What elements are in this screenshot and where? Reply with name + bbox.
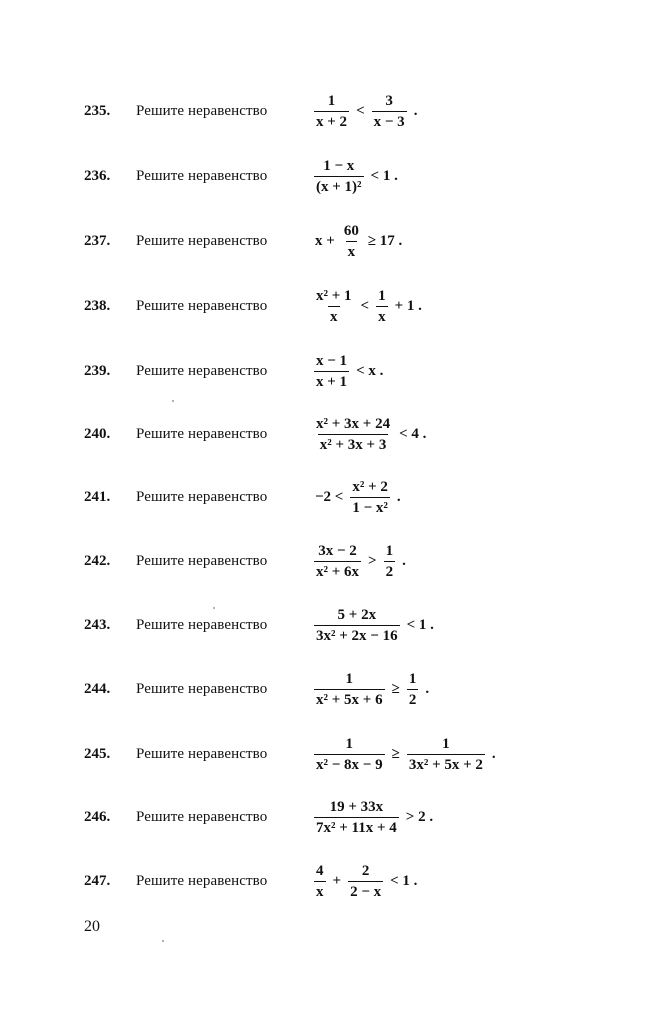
problem-item: [84, 478, 405, 517]
fraction: [372, 92, 407, 131]
math-expression: [311, 352, 387, 391]
fraction: [314, 606, 400, 645]
problem-number: 235.: [84, 103, 111, 119]
math-operator: < x .: [356, 363, 384, 379]
numerator: x − 1: [316, 353, 348, 369]
numerator: x² + 1: [316, 288, 352, 304]
math-expression: [311, 222, 406, 261]
problem-text: Решите неравенство: [136, 426, 268, 442]
numerator: x² + 2: [352, 479, 388, 495]
numerator: 1 − x: [323, 158, 355, 174]
denominator: x² + 5x + 6: [314, 689, 385, 709]
problem-item: [84, 287, 426, 326]
problem-text: Решите неравенство: [136, 489, 268, 505]
fraction: [314, 798, 399, 837]
problem-item: [84, 735, 500, 774]
math-operator: .: [491, 746, 496, 762]
problem-text: Решите неравенство: [136, 617, 268, 633]
denominator: 1 − x²: [350, 497, 390, 517]
fraction: [314, 735, 385, 774]
fraction: [314, 670, 385, 709]
denominator: 7x² + 11x + 4: [314, 817, 399, 837]
fraction: [350, 478, 390, 517]
scan-speck: [162, 940, 164, 942]
fraction: [348, 862, 383, 901]
denominator: 2: [384, 561, 396, 581]
fraction: [314, 352, 349, 391]
fraction: [314, 287, 354, 326]
scan-speck: [213, 607, 215, 609]
fraction: [342, 222, 361, 261]
problem-number: 246.: [84, 809, 111, 825]
math-operator: <: [360, 298, 370, 314]
problem-item: [84, 862, 421, 901]
denominator: (x + 1)²: [314, 176, 364, 196]
problem-text: Решите неравенство: [136, 746, 268, 762]
problem-number: 247.: [84, 873, 111, 889]
numerator: 4: [316, 863, 324, 879]
problem-text: Решите неравенство: [136, 103, 268, 119]
math-expression: [311, 862, 421, 901]
problem-item: [84, 222, 406, 261]
math-expression: [311, 415, 430, 454]
math-expression: [311, 670, 433, 709]
math-operator: < 1 .: [370, 168, 398, 184]
numerator: 19 + 33x: [329, 799, 384, 815]
problem-text: Решите неравенство: [136, 363, 268, 379]
problem-number: 244.: [84, 681, 111, 697]
denominator: 3x² + 5x + 2: [407, 754, 485, 774]
problem-text: Решите неравенство: [136, 553, 268, 569]
numerator: 1: [345, 736, 354, 752]
fraction: [384, 542, 396, 581]
problem-number: 240.: [84, 426, 111, 442]
math-operator: ≥: [391, 746, 400, 762]
math-operator: .: [413, 103, 418, 119]
numerator: 1: [442, 736, 450, 752]
math-expression: [311, 287, 426, 326]
scan-speck: [172, 400, 174, 402]
problem-text: Решите неравенство: [136, 873, 268, 889]
math-operator: >: [368, 553, 377, 569]
math-operator: < 1 .: [390, 873, 418, 889]
problem-number: 241.: [84, 489, 111, 505]
denominator: 2: [407, 689, 419, 709]
numerator: x² + 3x + 24: [316, 416, 391, 432]
fraction: [314, 415, 392, 454]
problem-number: 237.: [84, 233, 111, 249]
numerator: 60: [343, 223, 359, 239]
math-operator: .: [396, 489, 401, 505]
problem-text: Решите неравенство: [136, 168, 268, 184]
problem-item: [84, 606, 438, 645]
math-operator: x +: [315, 233, 335, 249]
math-expression: [311, 606, 438, 645]
math-expression: [311, 735, 500, 774]
problem-item: [84, 670, 433, 709]
denominator: x − 3: [372, 111, 407, 131]
math-expression: [311, 478, 405, 517]
problem-text: Решите неравенство: [136, 809, 268, 825]
problem-number: 243.: [84, 617, 111, 633]
math-operator: .: [402, 553, 406, 569]
problem-item: [84, 157, 402, 196]
denominator: x: [346, 241, 358, 261]
math-operator: −2 <: [315, 489, 344, 505]
problem-item: [84, 352, 387, 391]
math-operator: > 2 .: [405, 809, 434, 825]
numerator: 1: [327, 93, 336, 109]
page-number: 20: [84, 918, 100, 935]
math-operator: ≥ 17 .: [367, 233, 403, 249]
fraction: [314, 92, 349, 131]
problem-item: [84, 798, 437, 837]
numerator: 3x − 2: [318, 543, 357, 559]
denominator: x: [376, 306, 388, 326]
denominator: x² + 6x: [314, 561, 361, 581]
problem-number: 239.: [84, 363, 111, 379]
denominator: 2 − x: [348, 881, 383, 901]
denominator: x: [314, 881, 326, 901]
math-operator: + 1 .: [394, 298, 422, 314]
problem-item: [84, 415, 430, 454]
problem-number: 236.: [84, 168, 111, 184]
numerator: 2: [361, 863, 370, 879]
fraction: [314, 157, 364, 196]
problem-item: [84, 542, 410, 581]
problem-item: [84, 92, 421, 131]
denominator: x: [328, 306, 340, 326]
math-expression: [311, 92, 421, 131]
math-operator: .: [425, 681, 430, 697]
numerator: 1: [385, 543, 394, 559]
denominator: x² − 8x − 9: [314, 754, 385, 774]
fraction: [314, 862, 326, 901]
problem-number: 238.: [84, 298, 111, 314]
math-operator: <: [356, 103, 365, 119]
problem-text: Решите неравенство: [136, 298, 268, 314]
math-operator: < 4 .: [399, 426, 427, 442]
problem-number: 242.: [84, 553, 111, 569]
math-expression: [311, 542, 410, 581]
denominator: x + 2: [314, 111, 349, 131]
numerator: 1: [408, 671, 417, 687]
math-expression: [311, 798, 437, 837]
math-operator: ≥: [391, 681, 400, 697]
math-operator: +: [332, 873, 342, 889]
numerator: 5 + 2x: [337, 607, 377, 623]
denominator: x + 1: [314, 371, 349, 391]
fraction: [407, 735, 485, 774]
problem-number: 245.: [84, 746, 111, 762]
denominator: 3x² + 2x − 16: [314, 625, 400, 645]
fraction: [376, 287, 388, 326]
numerator: 1: [378, 288, 386, 304]
numerator: 3: [385, 93, 393, 109]
numerator: 1: [345, 671, 354, 687]
fraction: [314, 542, 361, 581]
denominator: x² + 3x + 3: [318, 434, 389, 454]
fraction: [407, 670, 419, 709]
problem-text: Решите неравенство: [136, 681, 268, 697]
math-expression: [311, 157, 402, 196]
math-operator: < 1 .: [406, 617, 434, 633]
problem-text: Решите неравенство: [136, 233, 268, 249]
